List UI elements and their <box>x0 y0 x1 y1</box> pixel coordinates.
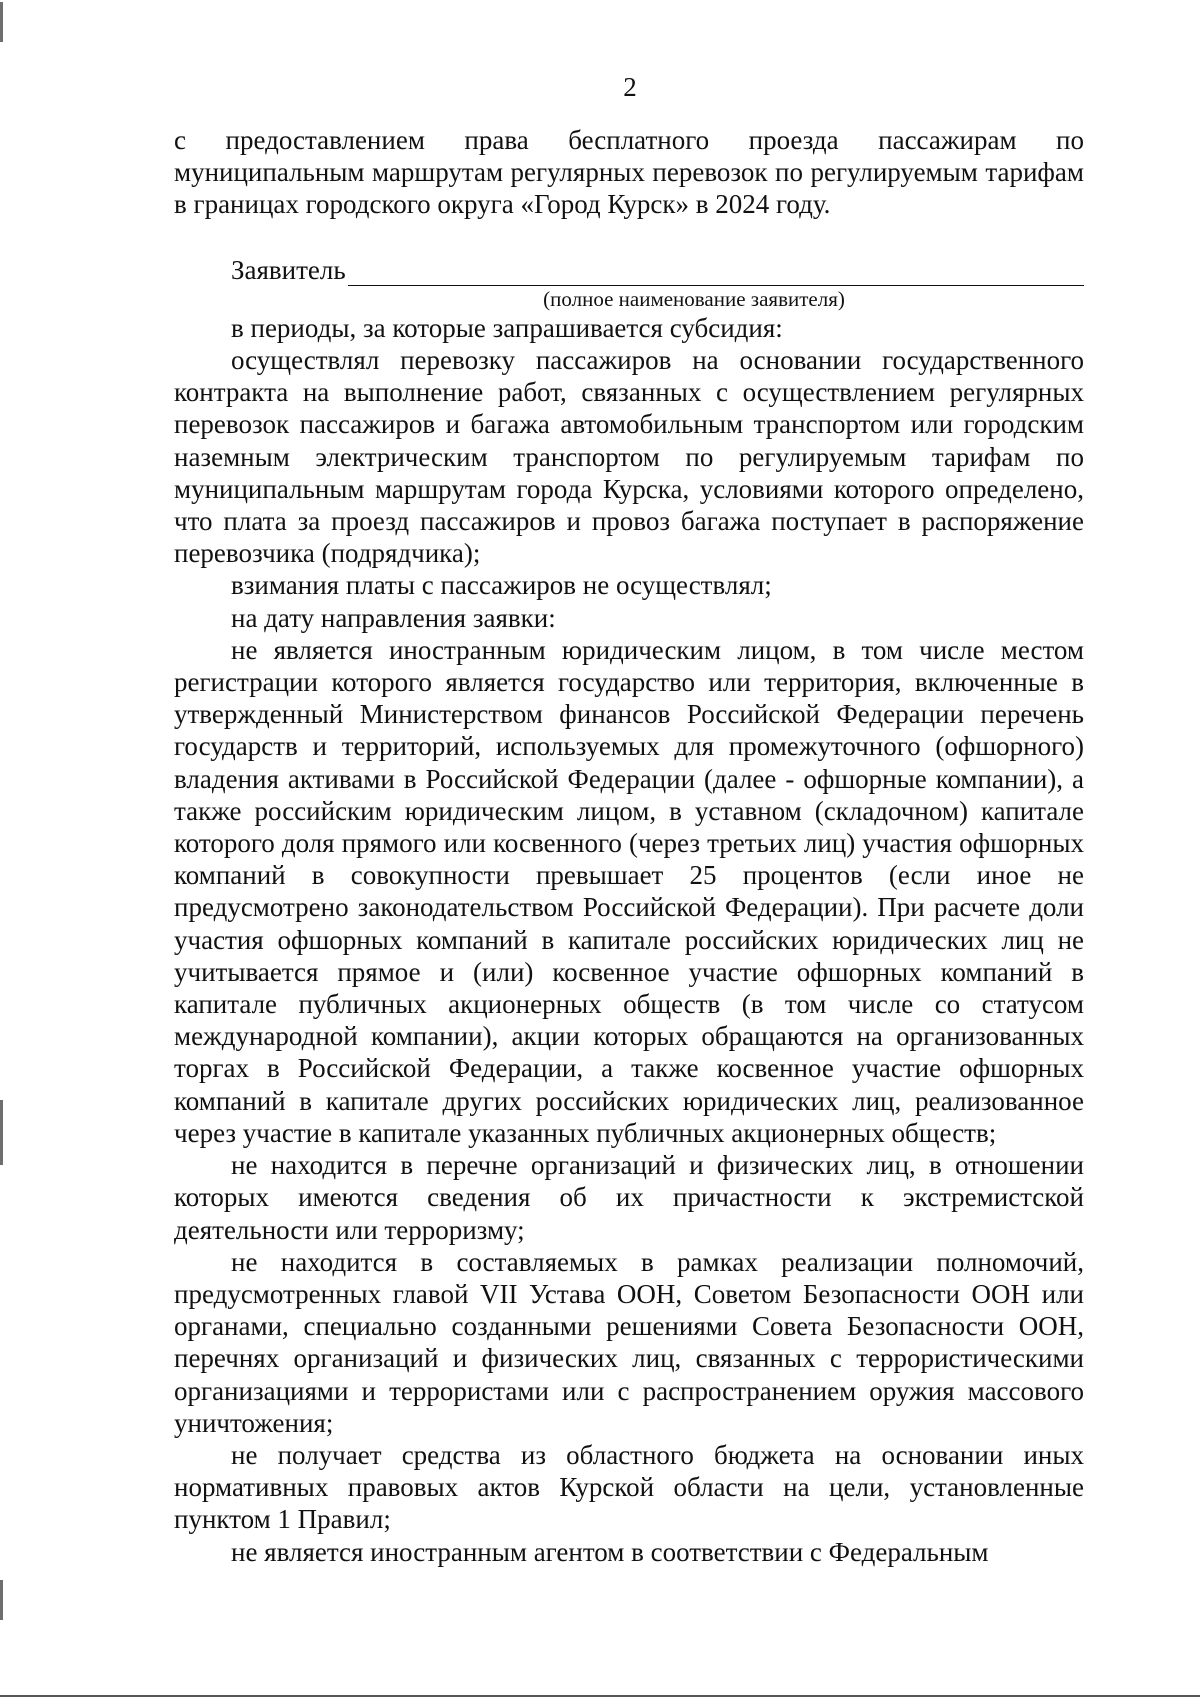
scan-bottom-edge <box>0 1695 1200 1697</box>
intro-paragraph: с предоставлением права бесплатного проезда пассажирам по муниципальным маршрутам регулярных перевозок по регулируемым тарифам в границах городского округа «Город Курск» в 2024 году. <box>174 125 1084 220</box>
scan-edge-mark-top <box>0 2 3 42</box>
paragraph-offshore: не является иностранным юридическим лицом, в том числе местом регистрации которого является государство или территория, включенные в утвержденный Министерством финансов Российской Федерации перечень государств и территорий, используемых для промежуточного (офшорного) владения активами в Российской Федерации (далее - офшорные компании), а также российским юридическим лицом, в уставном (складочном) капитале которого доля прямого или косвенного (через третьих лиц) участия офшорных компаний в совокупности превышает 25 процентов (если иное не предусмотрено законодательством Российской Федерации). При расчете доли участия офшорных компаний в капитале российских юридических лиц не учитывается прямое и (или) косвенное участие офшорных компаний в капитале публичных акционерных обществ (в том числе со статусом международной компании), акции которых обращаются на организованных торгах в Российской Федерации, а также косвенное участие офшорных компаний в капитале других российских юридических лиц, реализованное через участие в капитале указанных публичных акционерных обществ; <box>174 634 1084 1148</box>
paragraph-application-date: на дату направления заявки: <box>231 602 556 633</box>
applicant-label: Заявитель <box>231 254 346 285</box>
paragraph-un-sanctions: не находится в составляемых в рамках реализации полномочий, предусмотренных главой VII Устава ООН, Советом Безопасности ООН или органами, специально созданными решениями Совета Безопасности ООН, перечнях организаций и физических лиц, связанных с террористическими организациями и террористами или с распространением оружия массового уничтожения; <box>174 1246 1084 1438</box>
scan-edge-mark-bottom <box>0 1580 3 1620</box>
paragraph-foreign-agent: не является иностранным агентом в соответствии с Федеральным <box>231 1536 989 1567</box>
paragraph-regional-budget: не получает средства из областного бюджета на основании иных нормативных правовых актов Курской области на цели, установленные пунктом 1 Правил; <box>174 1439 1084 1535</box>
page-number: 2 <box>623 72 637 102</box>
document-body <box>174 124 1084 1568</box>
applicant-field <box>174 254 1084 286</box>
paragraph-extremism: не находится в перечне организаций и физических лиц, в отношении которых имеются сведения об их причастности к экстремистской деятельности или терроризму; <box>174 1150 1084 1245</box>
paragraph-transport-contract: осуществлял перевозку пассажиров на основании государственного контракта на выполнение работ, связанных с осуществлением регулярных перевозок пассажиров и багажа автомобильным транспортом или городским наземным электрическим транспортом по регулируемым тарифам по муниципальным маршрутам города Курска, условиями которого определено, что плата за проезд пассажиров и провоз багажа поступает в распоряжение перевозчика (подрядчика); <box>174 345 1084 569</box>
paragraph-periods: в периоды, за которые запрашивается субсидия: <box>231 312 783 343</box>
paragraph-no-fare: взимания платы с пассажиров не осуществлял; <box>231 570 772 601</box>
applicant-blank-line <box>348 259 1084 286</box>
scan-edge-mark-middle <box>0 1100 3 1165</box>
applicant-caption: (полное наименование заявителя) <box>543 286 845 311</box>
